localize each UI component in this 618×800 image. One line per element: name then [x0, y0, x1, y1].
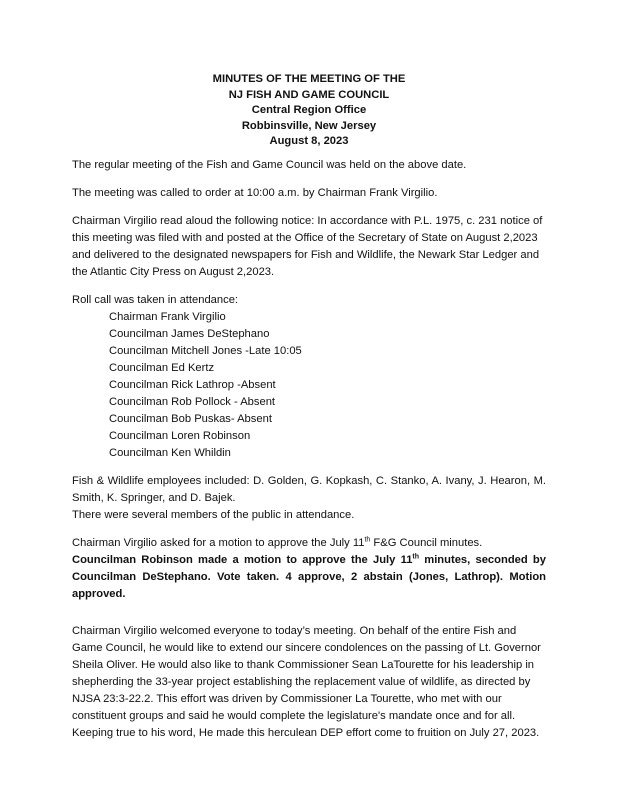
motion-text-end: minutes, seconded by Councilman DeStephano. Vote taken. 4 approve, 2 abstain (Jones, Lathrop). Motion approved. — [72, 554, 546, 600]
paragraph-motion-approved — [72, 552, 546, 603]
roll-call-item: Chairman Frank Virgilio — [109, 311, 226, 323]
paragraph-notice: Chairman Virgilio read aloud the following notice: In accordance with P.L. 1975, c. 231 notice of this meeting was filed with and posted at the Office of the Secretary of State on August 2,2023 and delivered to the designated newspapers for Fish and Wildlife, the Newark Star Ledger and the Atlantic City Press on August 2,2023. — [72, 215, 543, 278]
paragraph-employees: Fish & Wildlife employees included: D. Golden, G. Kopkash, C. Stanko, A. Ivany, J. Hearon, M. Smith, K. Springer, and D. Bajek. — [72, 475, 546, 504]
motion-text: Councilman Robinson made a motion to approve the July 11 — [72, 554, 413, 566]
roll-call-item: Councilman Ken Whildin — [109, 447, 231, 459]
motion-request-text: Chairman Virgilio asked for a motion to approve the July 11 — [72, 537, 365, 549]
paragraph-meeting-held: The regular meeting of the Fish and Game Council was held on the above date. — [72, 159, 467, 171]
roll-call-item: Councilman Mitchell Jones -Late 10:05 — [109, 345, 302, 357]
motion-request-suffix: th — [364, 536, 371, 544]
heading-line-3: Central Region Office — [251, 104, 367, 116]
paragraph-called-to-order: The meeting was called to order at 10:00 a.m. by Chairman Frank Virgilio. — [72, 187, 438, 199]
roll-call-item: Councilman Rick Lathrop -Absent — [109, 379, 276, 391]
roll-call-item: Councilman Loren Robinson — [109, 430, 251, 442]
heading-line-4: Robbinsville, New Jersey — [241, 119, 377, 132]
motion-request-text-end: F&G Council minutes. — [370, 537, 483, 549]
paragraph-motion-request — [72, 535, 546, 552]
paragraph-welcome: Chairman Virgilio welcomed everyone to today’s meeting. On behalf of the entire Fish and Game Council, he would like to extend our sincere condolences on the passing of Lt. Governor Sheila Oliver. He would also like to thank Commissioner Sean LaTourette for his leadership in shepherding the 33-year project establishing the replacement value of wildlife, as directed by NJSA 23:3-22.2. This effort was driven by Commissioner La Tourette, who met with our constituent groups and said he would complete the legislature's mandate once and for all. Keeping true to his word, He made this herculean DEP effort come to fruition on July 27, 2023. — [72, 625, 541, 739]
document-body — [72, 157, 546, 742]
motion-suffix: th — [412, 553, 420, 561]
roll-call-item: Councilman Ed Kertz — [109, 362, 215, 374]
document-heading — [0, 72, 618, 150]
roll-call-list — [109, 309, 546, 462]
paragraph-public: There were several members of the public in attendance. — [72, 509, 355, 521]
heading-line-5: August 8, 2023 — [269, 135, 349, 147]
heading-line-1: MINUTES OF THE MEETING OF THE — [212, 73, 406, 85]
roll-call-item: Councilman James DeStephano — [109, 328, 270, 340]
heading-line-2: NJ FISH AND GAME COUNCIL — [228, 88, 390, 101]
roll-call-intro: Roll call was taken in attendance: — [72, 294, 239, 306]
roll-call-item: Councilman Bob Puskas- Absent — [109, 413, 272, 425]
roll-call-item: Councilman Rob Pollock - Absent — [109, 396, 276, 408]
